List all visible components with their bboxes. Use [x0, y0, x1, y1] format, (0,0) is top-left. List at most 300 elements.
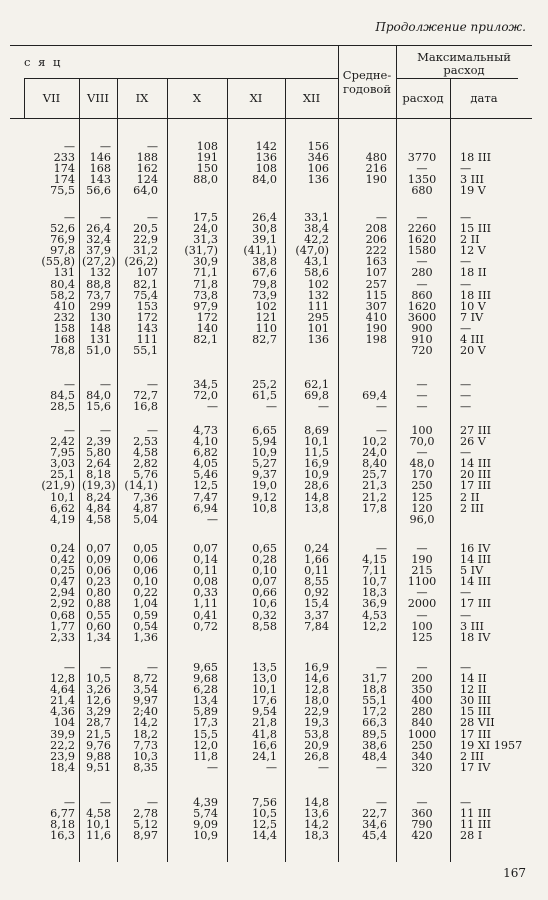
group-1 — [452, 141, 518, 196]
group-2 — [30, 212, 75, 356]
table-cell: — — [375, 400, 387, 414]
table-cell: 2000 — [407, 597, 437, 611]
table-cell: 108 — [196, 140, 218, 153]
table-cell: 4,19 — [50, 512, 75, 526]
table-cell: 7,73 — [133, 738, 158, 752]
table-cell: 4,64 — [50, 683, 75, 697]
table-cell: 153 — [136, 299, 158, 313]
table-cell: 14,2 — [133, 716, 158, 730]
table-cell: 0,59 — [133, 608, 158, 622]
table-cell: — — [416, 277, 428, 291]
table-cell: 12,5 — [193, 479, 218, 493]
table-cell: 51,0 — [86, 344, 111, 358]
table-cell: 45,4 — [362, 829, 387, 843]
table-cell: 14 III — [460, 553, 492, 567]
table-cell: 2,82 — [133, 457, 158, 471]
max-subheader-rule — [396, 78, 518, 79]
table-cell — [343, 345, 387, 356]
table-cell: 12,2 — [362, 619, 387, 633]
header-max-flow: расход — [402, 91, 444, 105]
table-cell: — — [63, 796, 75, 809]
table-cell: 5,12 — [133, 818, 158, 832]
table-cell: 9,65 — [193, 661, 218, 674]
table-cell: 295 — [307, 310, 329, 324]
group-3 — [291, 379, 329, 412]
table-cell: 12,6 — [86, 694, 111, 708]
table-cell: 19,0 — [252, 479, 277, 493]
table-cell: 115 — [365, 288, 387, 302]
table-cell: 188 — [136, 151, 158, 165]
table-cell: 23,9 — [50, 749, 75, 763]
table-cell: 174 — [53, 162, 75, 176]
page-number: 167 — [503, 866, 526, 880]
table-cell: — — [146, 661, 158, 674]
table-cell: 108 — [255, 162, 277, 176]
table-cell: — — [460, 661, 472, 674]
table-cell: 3,26 — [86, 683, 111, 697]
table-cell: 10,8 — [252, 501, 277, 515]
table-cell: 299 — [89, 299, 111, 313]
table-cell: 69,8 — [304, 389, 329, 403]
table-cell: 0,11 — [304, 564, 329, 578]
group-7 — [452, 797, 518, 841]
group-2 — [174, 212, 218, 356]
table-cell: 172 — [136, 310, 158, 324]
group-1 — [343, 141, 387, 196]
table-cell: 39,9 — [50, 727, 75, 741]
table-cell: 4 III — [460, 333, 484, 347]
table-cell: 27 III — [460, 424, 492, 437]
table-cell: — — [265, 760, 277, 774]
group-1 — [30, 141, 75, 196]
table-cell: 5,46 — [193, 468, 218, 482]
table-cell: 1,11 — [193, 597, 218, 611]
table-cell: 25,1 — [50, 468, 75, 482]
table-cell: — — [317, 400, 329, 414]
table-cell: 38,8 — [252, 255, 277, 269]
table-cell: 8,24 — [86, 490, 111, 504]
table-cell: 19 V — [460, 184, 486, 198]
table-cell: 26 V — [460, 435, 486, 449]
table-cell: 11 III — [460, 807, 492, 821]
table-cell: 39,1 — [252, 233, 277, 247]
table-cell: 14,4 — [252, 829, 277, 843]
table-cell: 4,87 — [133, 501, 158, 515]
table-cell: 136 — [255, 151, 277, 165]
group-1 — [82, 141, 111, 196]
table-cell: — — [375, 796, 387, 809]
table-cell: 21,8 — [252, 716, 277, 730]
table-cell: 4,73 — [193, 424, 218, 437]
table-cell: 233 — [53, 151, 75, 165]
table-cell: 82,7 — [252, 333, 277, 347]
table-cell: 0,08 — [193, 575, 218, 589]
table-cell: (26,2) — [124, 255, 158, 269]
table-cell: 7,95 — [50, 446, 75, 460]
table-cell: 0,33 — [193, 586, 218, 600]
table-cell: 16 IV — [460, 542, 491, 555]
group-6 — [82, 662, 111, 773]
table-cell: — — [375, 542, 387, 555]
table-cell: 8,35 — [133, 760, 158, 774]
table-cell: 30,9 — [193, 255, 218, 269]
table-cell: 71,8 — [193, 277, 218, 291]
group-6 — [120, 662, 158, 773]
table-cell: 9,88 — [86, 749, 111, 763]
table-cell: 71,1 — [193, 266, 218, 280]
group-3 — [343, 379, 387, 412]
table-cell: 18 II — [460, 266, 487, 280]
table-cell: 64,0 — [133, 184, 158, 198]
table-cell: 168 — [53, 333, 75, 347]
table-cell: 53,8 — [304, 727, 329, 741]
table-cell: — — [460, 389, 472, 403]
table-cell: 150 — [196, 162, 218, 176]
group-5 — [120, 543, 158, 643]
table-cell: 72,0 — [193, 389, 218, 403]
table-cell: 11,5 — [304, 446, 329, 460]
table-cell: 14,2 — [304, 818, 329, 832]
table-cell: 17,6 — [252, 694, 277, 708]
table-cell: 0,88 — [86, 597, 111, 611]
header-annual-line2: годовой — [342, 82, 392, 96]
group-3 — [232, 379, 277, 412]
table-cell: 340 — [411, 749, 433, 763]
table-cell: 38,6 — [362, 738, 387, 752]
table-cell: 5 IV — [460, 564, 484, 578]
table-cell: 19 XI 1957 — [460, 738, 523, 752]
table-cell: 14 II — [460, 672, 487, 686]
table-cell: 37,9 — [86, 244, 111, 258]
group-6 — [30, 662, 75, 773]
table-cell: 9,37 — [252, 468, 277, 482]
table-cell — [174, 185, 218, 196]
table-cell: 89,5 — [362, 727, 387, 741]
table-cell: — — [416, 542, 428, 555]
table-cell: 22,7 — [362, 807, 387, 821]
table-cell: 3 III — [460, 173, 484, 187]
col-sep-2 — [117, 78, 118, 862]
table-cell: 2260 — [407, 222, 437, 236]
table-cell: 7,56 — [252, 796, 277, 809]
table-cell: 10,9 — [304, 468, 329, 482]
table-cell: 28,5 — [50, 400, 75, 414]
table-cell: 88,8 — [86, 277, 111, 291]
group-4 — [343, 425, 387, 525]
table-cell: 143 — [89, 173, 111, 187]
months-subheader-rule — [24, 78, 338, 79]
group-2 — [82, 211, 116, 358]
table-cell: 12,0 — [193, 738, 218, 752]
table-cell: 9,12 — [252, 490, 277, 504]
table-cell: 0,07 — [86, 542, 111, 555]
table-cell: 3,29 — [86, 705, 111, 719]
table-cell: 4,10 — [193, 435, 218, 449]
table-cell: 0,65 — [252, 542, 277, 555]
table-cell: 10,6 — [252, 597, 277, 611]
table-cell: — — [416, 586, 428, 600]
table-cell: — — [375, 760, 387, 774]
table-cell: 0,55 — [86, 608, 111, 622]
table-cell: 18,0 — [304, 694, 329, 708]
table-cell: 0,72 — [193, 619, 218, 633]
group-4 — [399, 425, 445, 525]
table-cell: 73,9 — [252, 288, 277, 302]
table-cell: 346 — [307, 151, 329, 165]
group-7 — [174, 797, 218, 841]
table-cell: 48,0 — [409, 457, 435, 471]
table-cell: 80,4 — [50, 277, 75, 291]
months-group-header: с я ц — [24, 55, 63, 69]
table-cell: 10,7 — [362, 575, 387, 589]
table-cell: 5,80 — [86, 446, 111, 460]
table-cell: — — [63, 211, 75, 224]
table-cell: 2 II — [460, 490, 480, 504]
table-cell: 12,8 — [304, 683, 329, 697]
table-cell: 250 — [411, 479, 433, 493]
table-cell: 2,33 — [50, 630, 75, 644]
table-cell: 111 — [307, 299, 329, 313]
group-5 — [452, 543, 518, 643]
table-cell: 136 — [307, 173, 329, 187]
table-cell: 15 III — [460, 222, 492, 236]
group-5 — [82, 543, 111, 643]
table-cell: 0,42 — [50, 553, 75, 567]
table-cell: 174 — [53, 173, 75, 187]
group-1 — [232, 141, 277, 196]
table-cell: 67,6 — [252, 266, 277, 280]
table-cell: 20 III — [460, 468, 492, 482]
table-cell: 1620 — [407, 233, 437, 247]
table-cell — [452, 514, 518, 525]
table-cell: — — [416, 211, 428, 224]
table-cell: 170 — [411, 468, 433, 482]
table-cell: 0,07 — [193, 542, 218, 555]
table-cell: — — [375, 211, 387, 224]
group-3 — [452, 379, 518, 412]
table-cell: 2,53 — [133, 435, 158, 449]
header-month-vii: VII — [42, 91, 61, 105]
table-cell: (55,8) — [41, 255, 75, 269]
table-cell: — — [63, 378, 75, 391]
table-cell: 190 — [365, 173, 387, 187]
table-cell: 17 III — [460, 479, 492, 493]
table-cell: 2,92 — [50, 597, 75, 611]
table-cell: 13,0 — [252, 672, 277, 686]
table-cell: 1,34 — [86, 630, 111, 644]
table-cell: 24,0 — [362, 446, 387, 460]
table-cell: 9,51 — [86, 760, 111, 774]
table-cell: 16,8 — [133, 400, 158, 414]
table-cell: 0,66 — [252, 586, 277, 600]
table-cell: 16,3 — [50, 829, 75, 843]
table-cell: 69,4 — [362, 389, 387, 403]
table-cell: 17 III — [460, 597, 492, 611]
table-cell: 0,60 — [86, 619, 111, 633]
group-6 — [232, 662, 277, 773]
table-cell: 18,2 — [133, 727, 158, 741]
table-cell: 31,7 — [362, 672, 387, 686]
table-cell: 16,9 — [304, 661, 329, 674]
table-cell: 0,09 — [86, 553, 111, 567]
table-cell: 5,74 — [193, 807, 218, 821]
table-cell: 0,22 — [133, 586, 158, 600]
table-cell: 21,3 — [362, 479, 387, 493]
table-cell: 136 — [307, 333, 329, 347]
header-month-ix: IX — [135, 91, 149, 105]
table-cell: 18,8 — [362, 683, 387, 697]
table-cell — [343, 514, 387, 525]
group-3 — [82, 379, 111, 412]
table-cell: 4,05 — [193, 457, 218, 471]
group-7 — [232, 797, 277, 841]
table-cell: — — [375, 424, 387, 437]
table-cell — [291, 185, 329, 196]
header-month-x: X — [192, 91, 202, 105]
table-cell: 88,0 — [193, 173, 218, 187]
table-cell: 840 — [411, 716, 433, 730]
group-6 — [174, 662, 218, 773]
group-4 — [232, 425, 277, 525]
table-cell: 18,4 — [50, 760, 75, 774]
table-cell: 0,80 — [86, 586, 111, 600]
group-3 — [30, 379, 75, 412]
table-cell: 21,2 — [362, 490, 387, 504]
table-cell: 61,5 — [252, 389, 277, 403]
table-cell: 8,72 — [133, 672, 158, 686]
table-cell: — — [416, 796, 428, 809]
table-cell: 9,68 — [193, 672, 218, 686]
table-cell: 106 — [307, 162, 329, 176]
group-4 — [291, 425, 329, 525]
table-cell: — — [146, 211, 158, 224]
table-cell: 2,39 — [86, 435, 111, 449]
table-cell: 2,64 — [86, 457, 111, 471]
table-cell: 14,8 — [304, 796, 329, 809]
table-cell: 2;40 — [132, 705, 158, 719]
table-cell: 280 — [411, 705, 433, 719]
group-5 — [399, 543, 445, 643]
table-cell: 1,36 — [133, 630, 158, 644]
table-cell: 22,9 — [304, 705, 329, 719]
table-cell: 146 — [89, 151, 111, 165]
table-cell: — — [416, 661, 428, 674]
table-cell: 20,5 — [133, 222, 158, 236]
table-cell: 7,47 — [193, 490, 218, 504]
group-2 — [343, 212, 387, 356]
table-cell: 41,8 — [252, 727, 277, 741]
table-cell: — — [206, 400, 218, 414]
table-cell: 10,2 — [362, 435, 387, 449]
table-cell: 2 III — [460, 501, 484, 515]
table-cell: 84,0 — [86, 389, 111, 403]
table-cell: 10,1 — [50, 490, 75, 504]
table-cell: 3 III — [460, 619, 484, 633]
table-cell: 31,3 — [193, 233, 218, 247]
table-cell: — — [317, 760, 329, 774]
table-cell: 22,9 — [133, 233, 158, 247]
table-cell: 96,0 — [409, 512, 435, 526]
table-cell: 7 IV — [460, 310, 484, 324]
group-2 — [452, 212, 518, 356]
table-cell: 10,5 — [86, 672, 111, 686]
table-cell: 0,41 — [193, 608, 218, 622]
group-2 — [291, 212, 329, 356]
table-cell: 10,9 — [193, 829, 218, 843]
group-1 — [291, 141, 329, 196]
table-cell: 75,4 — [133, 288, 158, 302]
table-cell: 17 III — [460, 727, 492, 741]
table-cell: 13,5 — [252, 661, 277, 674]
table-cell: — — [460, 608, 472, 622]
table-cell: 111 — [136, 333, 158, 347]
table-cell: 1,04 — [133, 597, 158, 611]
table-cell: 0,68 — [50, 608, 75, 622]
table-cell: 14,8 — [304, 490, 329, 504]
table-cell: 100 — [411, 619, 433, 633]
table-cell: 110 — [255, 321, 277, 335]
table-cell: 208 — [365, 222, 387, 236]
table-cell — [232, 514, 277, 525]
table-cell: 56,6 — [86, 184, 111, 198]
col-sep-3 — [167, 78, 168, 862]
table-cell: 7,36 — [133, 490, 158, 504]
table-cell: — — [416, 389, 428, 403]
group-1 — [120, 141, 158, 196]
table-cell: — — [460, 162, 472, 176]
header-max-line2: расход — [443, 63, 485, 77]
group-7 — [30, 797, 75, 841]
table-cell: 140 — [196, 321, 218, 335]
table-cell: 58,2 — [50, 288, 75, 302]
group-7 — [82, 797, 111, 841]
group-5 — [291, 543, 329, 643]
table-cell: 410 — [53, 299, 75, 313]
col-sep-4 — [227, 78, 228, 862]
table-cell: — — [63, 424, 75, 437]
table-cell: 15 III — [460, 705, 492, 719]
table-cell: 0,47 — [50, 575, 75, 589]
table-cell: 0,10 — [252, 564, 277, 578]
table-cell: 360 — [411, 807, 433, 821]
group-3 — [399, 379, 445, 412]
table-cell: 107 — [365, 266, 387, 280]
table-cell: 18,3 — [304, 829, 329, 843]
group-1 — [174, 141, 218, 196]
table-cell: — — [416, 400, 428, 414]
table-cell: 102 — [307, 277, 329, 291]
table-cell: 0,32 — [252, 608, 277, 622]
table-cell: 11,8 — [193, 749, 218, 763]
table-cell: 4,84 — [86, 501, 111, 515]
table-cell: 121 — [255, 310, 277, 324]
table-cell: 4,15 — [362, 553, 387, 567]
table-cell: 55,1 — [133, 344, 158, 358]
table-cell — [232, 185, 277, 196]
table-cell: 38,4 — [304, 222, 329, 236]
table-cell: 132 — [89, 266, 111, 280]
table-cell: 34,6 — [362, 818, 387, 832]
table-cell: 21,5 — [86, 727, 111, 741]
group-5 — [343, 543, 387, 643]
table-cell: 82,1 — [193, 333, 218, 347]
table-cell: 1,66 — [304, 553, 329, 567]
table-cell: — — [460, 446, 472, 460]
table-cell: 84,0 — [252, 173, 277, 187]
table-cell: 0,25 — [50, 564, 75, 578]
table-cell: 12,8 — [50, 672, 75, 686]
table-cell: 320 — [411, 760, 433, 774]
